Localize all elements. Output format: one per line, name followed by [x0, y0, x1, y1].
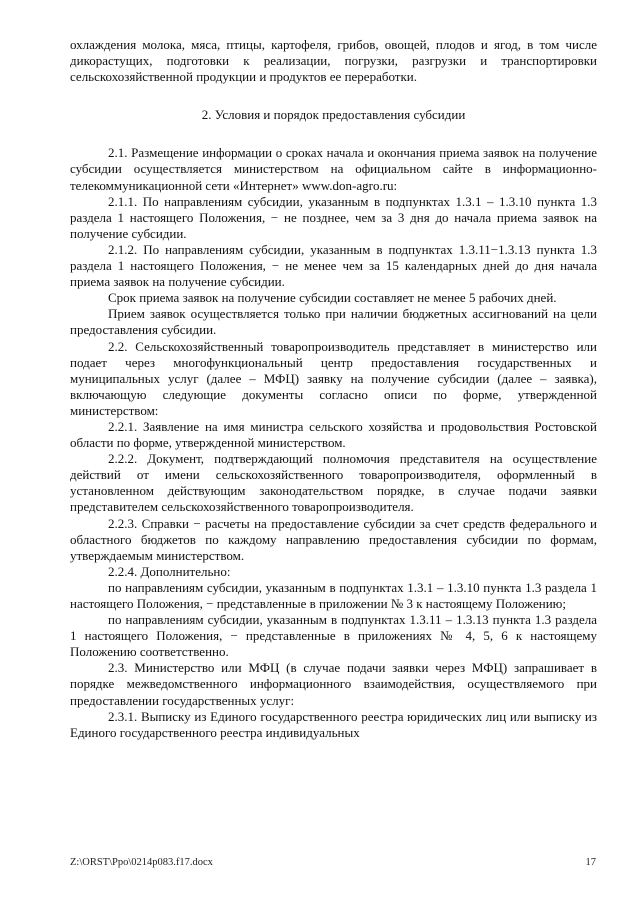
- paragraph-2-1-1: 2.1.1. По направлениям субсидии, указанным в подпунктах 1.3.1 – 1.3.10 пункта 1.3 раздела 1 настоящего Положения, − не позднее, чем за 3 дня до начала приема заявок на получение субсидии.: [70, 193, 597, 241]
- page-number: 17: [585, 857, 596, 868]
- intro-paragraph: охлаждения молока, мяса, птицы, картофеля, грибов, овощей, плодов и ягод, в том числе дикорастущих, подготовки к реализации, погрузки, разгрузки и транспортировки сельскохозяйственной продукции и продуктов ее переработки.: [70, 37, 597, 85]
- paragraph-2-3-1: 2.3.1. Выписку из Единого государственного реестра юридических лиц или выписку из Единого государственного реестра индивидуальных: [70, 708, 597, 740]
- paragraph-directions-2: по направлениям субсидии, указанным в подпунктах 1.3.11 – 1.3.13 пункта 1.3 раздела 1 настоящего Положения, − представленные в приложениях № 4, 5, 6 к настоящему Положению соответственно.: [70, 612, 597, 660]
- paragraph-reception: Прием заявок осуществляется только при наличии бюджетных ассигнований на цели предоставления субсидии.: [70, 306, 597, 338]
- document-body: [70, 37, 597, 741]
- footer-file-path: Z:\ORST\Ppo\0214p083.f17.docx: [70, 857, 213, 868]
- paragraph-2-1-2: 2.1.2. По направлениям субсидии, указанным в подпунктах 1.3.11−1.3.13 пункта 1.3 раздела 1 настоящего Положения, − не менее чем за 15 календарных дней до дня начала приема заявок на получение субсидии.: [70, 241, 597, 290]
- paragraph-2-2-2: 2.2.2. Документ, подтверждающий полномочия представителя на осуществление действий от имени сельскохозяйственного товаропроизводителя, оформленный в установленном действующим законодательством порядке, в случае подачи заявки представителем сельскохозяйственного товаропроизводителя.: [70, 451, 597, 515]
- paragraph-2-2-4: 2.2.4. Дополнительно:: [108, 563, 231, 579]
- paragraph-term: Срок приема заявок на получение субсидии составляет не менее 5 рабочих дней.: [108, 290, 557, 306]
- section-title: 2. Условия и порядок предоставления субсидии: [201, 107, 466, 123]
- paragraph-2-2-1: 2.2.1. Заявление на имя министра сельского хозяйства и продовольствия Ростовской области по форме, утвержденной министерством.: [70, 418, 597, 451]
- paragraph-directions-1: по направлениям субсидии, указанным в подпунктах 1.3.1 – 1.3.10 пункта 1.3 раздела 1 настоящего Положения, − представленные в приложении № 3 к настоящему Положению;: [70, 579, 597, 611]
- paragraph-2-2: 2.2. Сельскохозяйственный товаропроизводитель представляет в министерство или подает через многофункциональный центр предоставления государственных и муниципальных услуг (далее – МФЦ) заявку на получение субсидии (далее – заявка), включающую следующие документы согласно описи по форме, утвержденной министерством:: [70, 338, 597, 418]
- paragraph-2-2-3: 2.2.3. Справки − расчеты на предоставление субсидии за счет средств федерального и областного бюджетов по каждому направлению предоставления субсидии по формам, утверждаемым министерством.: [70, 515, 597, 563]
- paragraph-2-1: 2.1. Размещение информации о сроках начала и окончания приема заявок на получение субсидии осуществляется министерством на официальном сайте в информационно-телекоммуникационной сети «Интернет» www.don-agro.ru:: [70, 145, 597, 193]
- paragraph-2-3: 2.3. Министерство или МФЦ (в случае подачи заявки через МФЦ) запрашивает в порядке межведомственного информационного взаимодействия, осуществляемого при предоставлении государственных услуг:: [70, 660, 597, 708]
